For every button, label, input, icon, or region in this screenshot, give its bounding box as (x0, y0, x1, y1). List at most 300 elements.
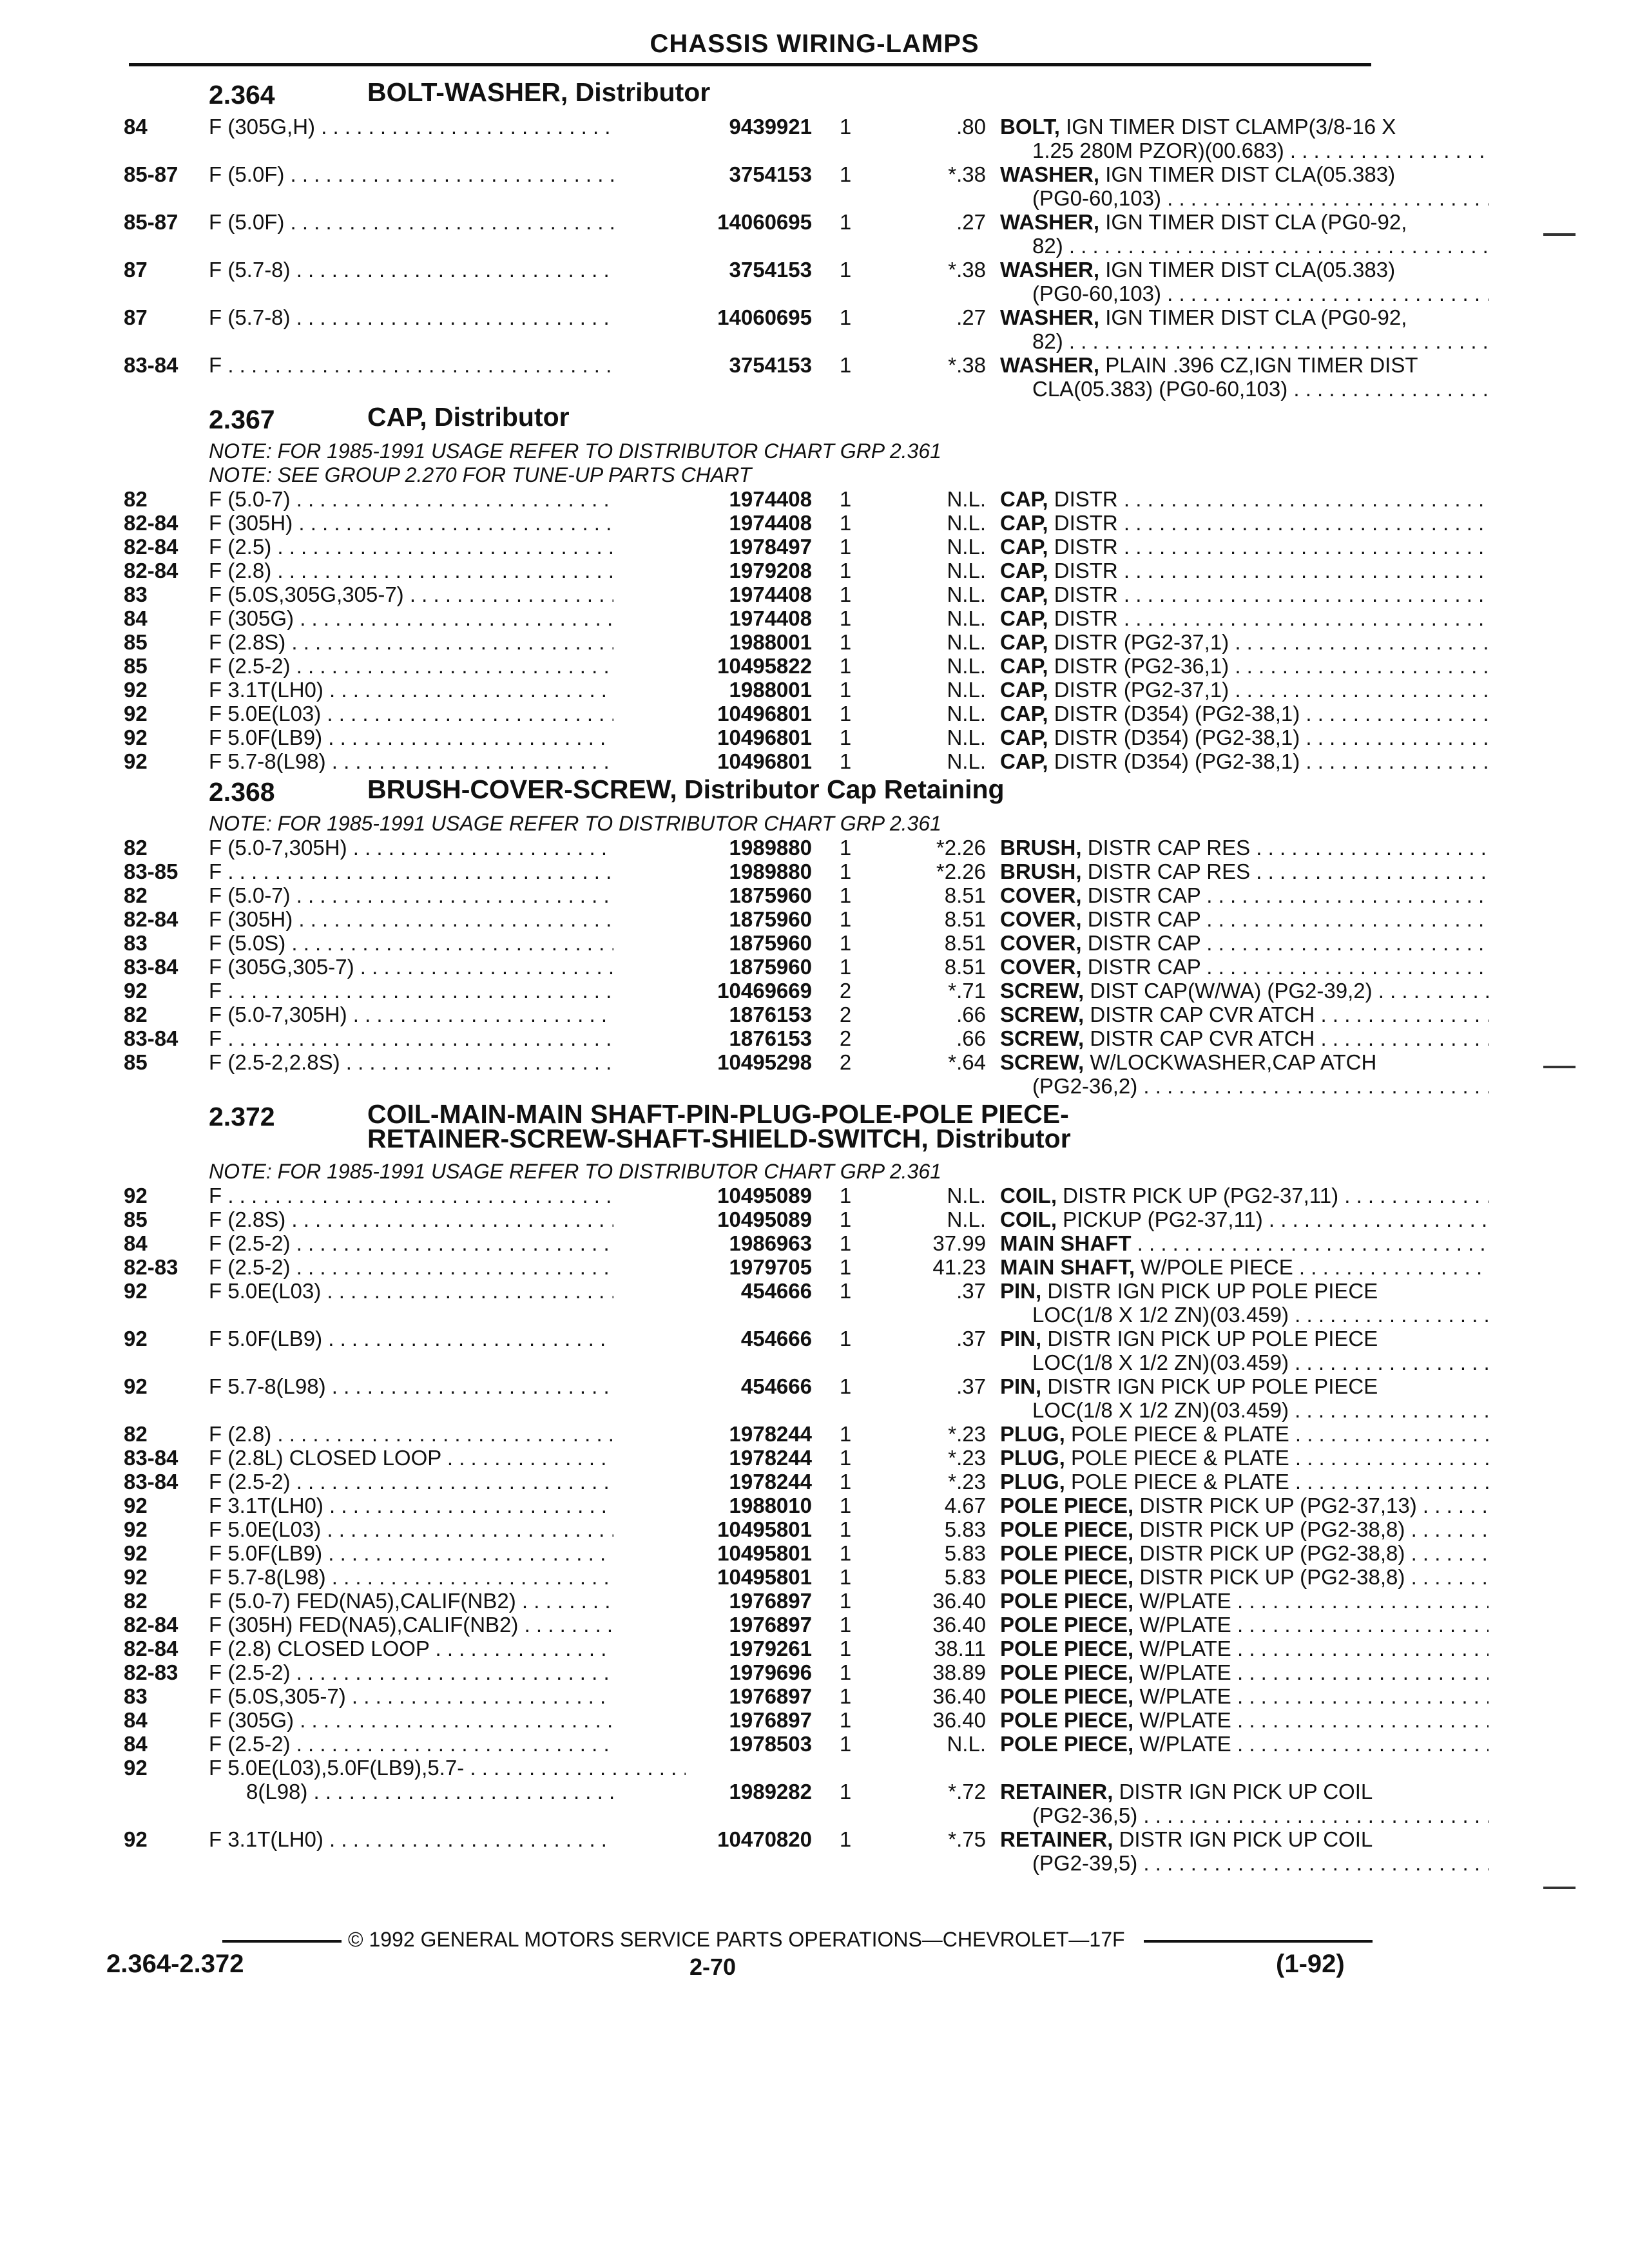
price: .27 (956, 210, 986, 234)
part-detail: DISTR CAP RES (1087, 836, 1251, 860)
quantity: 1 (839, 535, 852, 559)
part-number: 1988001 (613, 630, 812, 654)
part-detail: DISTR (PG2-37,1) (1054, 630, 1229, 654)
part-detail: DISTR (1054, 511, 1118, 535)
part-row (124, 353, 1418, 401)
part-detail: W/PLATE (1139, 1613, 1231, 1637)
section-note: NOTE: FOR 1985-1991 USAGE REFER TO DISTRIBUTOR CHART GRP 2.361 (209, 812, 941, 835)
model-years: 85 (124, 1207, 148, 1231)
quantity: 1 (839, 1827, 852, 1851)
part-description (1000, 1207, 1489, 1231)
part-description (1000, 1660, 1489, 1684)
usage-text: F (2.5-2) (209, 1231, 291, 1255)
part-row (124, 836, 1374, 860)
model-years: 92 (124, 979, 148, 1003)
quantity: 1 (839, 1565, 852, 1589)
section-title-line: RETAINER-SCREW-SHAFT-SHIELD-SWITCH, Distributor (367, 1124, 1071, 1153)
part-number: 1979261 (613, 1637, 812, 1660)
price: .37 (956, 1279, 986, 1303)
part-detail: LOC(1/8 X 1/2 ZN)(03.459) (1032, 1303, 1289, 1327)
usage-text: F (305H) (209, 907, 293, 931)
model-years: 83 (124, 582, 148, 606)
part-detail: DISTR CAP (1087, 907, 1201, 931)
part-detail: DISTR (1054, 582, 1118, 606)
part-name: POLE PIECE, (1000, 1541, 1134, 1565)
part-number: 454666 (613, 1279, 812, 1303)
price: 37.99 (932, 1231, 986, 1255)
part-name: WASHER, (1000, 258, 1100, 282)
part-name: PLUG, (1000, 1470, 1065, 1494)
part-row (124, 1684, 1374, 1708)
part-description (1000, 115, 1489, 139)
quantity: 1 (839, 210, 852, 234)
part-name: COVER, (1000, 883, 1082, 907)
part-number: 1989880 (613, 836, 812, 860)
part-detail: CLA(05.383) (PG0-60,103) (1032, 377, 1288, 401)
part-description (1000, 1279, 1489, 1303)
usage-text: F (209, 979, 222, 1003)
part-detail: 82) (1032, 329, 1063, 353)
model-years: 82 (124, 487, 148, 511)
part-row (124, 1613, 1374, 1637)
model-years: 84 (124, 115, 148, 139)
model-years: 92 (124, 1565, 148, 1589)
model-years: 92 (124, 1827, 148, 1851)
part-description (1000, 1026, 1489, 1050)
model-years: 82-84 (124, 1637, 178, 1660)
model-years: 82 (124, 1422, 148, 1446)
part-description (1000, 1327, 1489, 1350)
part-detail: (PG0-60,103) (1032, 186, 1161, 210)
part-detail: POLE PIECE & PLATE (1071, 1446, 1289, 1470)
part-row (124, 535, 1374, 559)
part-description (1000, 1732, 1489, 1756)
price: N.L. (947, 1732, 986, 1756)
part-detail: DISTR (1054, 606, 1118, 630)
quantity: 1 (839, 511, 852, 535)
part-detail: PLAIN .396 CZ,IGN TIMER DIST (1105, 353, 1418, 377)
price: 8.51 (944, 907, 986, 931)
part-description (1000, 305, 1489, 329)
part-description (1000, 582, 1489, 606)
part-number: 1876153 (613, 1026, 812, 1050)
part-detail: DISTR CAP (1087, 931, 1201, 955)
parts-list (124, 76, 1418, 1875)
quantity: 1 (839, 1732, 852, 1756)
part-number: 10470820 (613, 1827, 812, 1851)
part-name: WASHER, (1000, 305, 1100, 329)
quantity: 1 (839, 1374, 852, 1398)
part-description (1000, 1827, 1489, 1851)
part-number: 14060695 (613, 210, 812, 234)
part-detail: DISTR PICK UP (PG2-37,11) (1063, 1184, 1339, 1207)
part-number: 10495089 (613, 1184, 812, 1207)
usage-text: F 5.0F(LB9) (209, 1327, 323, 1350)
margin-mark (1543, 233, 1576, 236)
part-row (124, 1026, 1374, 1050)
part-detail: W/PLATE (1139, 1589, 1231, 1613)
part-row (124, 1184, 1374, 1207)
part-name: WASHER, (1000, 210, 1100, 234)
part-name: WASHER, (1000, 353, 1100, 377)
usage-text: F (5.0-7) FED(NA5),CALIF(NB2) (209, 1589, 516, 1613)
model-years: 82-84 (124, 559, 178, 582)
part-detail: LOC(1/8 X 1/2 ZN)(03.459) (1032, 1350, 1289, 1374)
part-description (1000, 1517, 1489, 1541)
part-number: 1974408 (613, 511, 812, 535)
part-number: 1988001 (613, 678, 812, 702)
part-description-continued (1032, 1803, 1489, 1827)
quantity: 1 (839, 836, 852, 860)
model-years: 83-84 (124, 955, 178, 979)
price: 41.23 (932, 1255, 986, 1279)
part-row (124, 883, 1374, 907)
model-years: 92 (124, 1327, 148, 1350)
part-description-continued (1032, 139, 1489, 162)
part-description-continued (1032, 186, 1489, 210)
part-row (124, 860, 1374, 883)
part-detail: W/PLATE (1139, 1660, 1231, 1684)
margin-mark (1543, 1066, 1576, 1068)
part-name: BOLT, (1000, 115, 1060, 139)
model-years: 82-84 (124, 535, 178, 559)
part-name: COVER, (1000, 907, 1082, 931)
part-number: 10496801 (613, 749, 812, 773)
usage-text: F (5.0F) (209, 210, 285, 234)
quantity: 1 (839, 907, 852, 931)
part-number: 1976897 (613, 1613, 812, 1637)
model-years: 92 (124, 1184, 148, 1207)
quantity: 1 (839, 258, 852, 282)
price: .27 (956, 305, 986, 329)
usage-text: F (5.0S,305G,305-7) (209, 582, 404, 606)
quantity: 2 (839, 1050, 852, 1074)
part-name: CAP, (1000, 487, 1048, 511)
model-years: 82-83 (124, 1660, 178, 1684)
price: N.L. (947, 559, 986, 582)
part-description (1000, 1470, 1489, 1494)
usage-text: F (2.8L) CLOSED LOOP (209, 1446, 441, 1470)
usage-text: F (305G,H) (209, 115, 316, 139)
section-title (367, 774, 1005, 804)
model-years: 85-87 (124, 210, 178, 234)
part-number: 10496801 (613, 702, 812, 726)
price: 8.51 (944, 883, 986, 907)
usage-text: F (305G) (209, 606, 294, 630)
part-description (1000, 1613, 1489, 1637)
price: .66 (956, 1026, 986, 1050)
part-number: 10469669 (613, 979, 812, 1003)
footer-rule (1144, 1940, 1373, 1943)
usage-text: 8(L98) (246, 1780, 308, 1803)
part-description-continued (1032, 234, 1489, 258)
model-years: 92 (124, 702, 148, 726)
part-row (124, 115, 1396, 162)
price: N.L. (947, 1184, 986, 1207)
usage-text: F (209, 1026, 222, 1050)
price: 38.89 (932, 1660, 986, 1684)
part-row (124, 511, 1374, 535)
part-detail: IGN TIMER DIST CLA(05.383) (1105, 162, 1396, 186)
part-row (124, 702, 1374, 726)
part-detail: IGN TIMER DIST CLA(05.383) (1105, 258, 1396, 282)
price: *.72 (948, 1780, 986, 1803)
usage-text: F 3.1T(LH0) (209, 678, 323, 702)
footer-revision-date: (1-92) (1276, 1950, 1345, 1978)
price: .37 (956, 1327, 986, 1350)
quantity: 1 (839, 1422, 852, 1446)
price: *.38 (948, 353, 986, 377)
part-name: SCREW, (1000, 979, 1084, 1003)
quantity: 1 (839, 1541, 852, 1565)
quantity: 1 (839, 1279, 852, 1303)
quantity: 1 (839, 1708, 852, 1732)
margin-mark (1543, 1887, 1576, 1889)
part-number: 1875960 (613, 907, 812, 931)
quantity: 1 (839, 630, 852, 654)
part-number: 1976897 (613, 1684, 812, 1708)
part-number: 14060695 (613, 305, 812, 329)
quantity: 1 (839, 1637, 852, 1660)
part-number: 1876153 (613, 1003, 812, 1026)
part-name: POLE PIECE, (1000, 1732, 1134, 1756)
price: N.L. (947, 630, 986, 654)
model-years: 92 (124, 749, 148, 773)
part-description (1000, 1565, 1489, 1589)
price: *.38 (948, 162, 986, 186)
quantity: 1 (839, 931, 852, 955)
price: N.L. (947, 678, 986, 702)
model-years: 82 (124, 836, 148, 860)
part-row (124, 654, 1374, 678)
part-description (1000, 559, 1489, 582)
part-description (1000, 1708, 1489, 1732)
price: N.L. (947, 487, 986, 511)
price: 5.83 (944, 1541, 986, 1565)
model-years: 84 (124, 1732, 148, 1756)
part-number: 1976897 (613, 1589, 812, 1613)
part-detail: IGN TIMER DIST CLA (PG0-92, (1105, 305, 1407, 329)
part-description-continued (1032, 282, 1489, 305)
part-row (124, 582, 1374, 606)
quantity: 1 (839, 883, 852, 907)
usage-text: F (5.0-7,305H) (209, 836, 347, 860)
usage-text: F (2.8S) (209, 1207, 286, 1231)
model-years: 82-84 (124, 1613, 178, 1637)
part-detail: DISTR CAP CVR ATCH (1090, 1003, 1315, 1026)
part-row (124, 162, 1396, 210)
section-number: 2.368 (209, 777, 275, 807)
part-number: 1978503 (613, 1732, 812, 1756)
part-description (1000, 1637, 1489, 1660)
part-detail: DISTR CAP RES (1087, 860, 1251, 883)
part-detail: DISTR IGN PICK UP COIL (1119, 1827, 1373, 1851)
part-number: 10495801 (613, 1541, 812, 1565)
quantity: 1 (839, 1446, 852, 1470)
part-description (1000, 535, 1489, 559)
part-description (1000, 1422, 1489, 1446)
part-name: PIN, (1000, 1374, 1042, 1398)
quantity: 1 (839, 1589, 852, 1613)
part-description (1000, 1494, 1489, 1517)
part-row (124, 931, 1374, 955)
part-description (1000, 907, 1489, 931)
part-name: CAP, (1000, 606, 1048, 630)
part-name: CAP, (1000, 726, 1048, 749)
quantity: 1 (839, 1470, 852, 1494)
part-name: PIN, (1000, 1279, 1042, 1303)
part-name: POLE PIECE, (1000, 1684, 1134, 1708)
part-row (124, 749, 1374, 773)
part-name: COVER, (1000, 931, 1082, 955)
part-detail: DIST CAP(W/WA) (PG2-39,2) (1090, 979, 1373, 1003)
usage-text: F (5.0F) (209, 162, 285, 186)
quantity: 1 (839, 860, 852, 883)
part-name: CAP, (1000, 582, 1048, 606)
part-row (124, 258, 1396, 305)
part-description (1000, 1003, 1489, 1026)
model-years: 85 (124, 654, 148, 678)
part-number: 3754153 (613, 258, 812, 282)
part-description (1000, 749, 1489, 773)
usage-text: F (5.0-7) (209, 883, 291, 907)
part-description (1000, 630, 1489, 654)
usage-text: F (305H) (209, 511, 293, 535)
part-description-continued (1032, 1074, 1489, 1098)
part-description-continued (1032, 1851, 1489, 1875)
usage-text: F (2.5-2,2.8S) (209, 1050, 340, 1074)
part-description (1000, 353, 1489, 377)
model-years: 87 (124, 305, 148, 329)
part-name: CAP, (1000, 511, 1048, 535)
part-description-continued (1032, 329, 1489, 353)
price: N.L. (947, 749, 986, 773)
usage-text: F 5.7-8(L98) (209, 1374, 326, 1398)
footer-page-number: 2-70 (689, 1954, 737, 1980)
usage-text: F (5.0S) (209, 931, 286, 955)
part-name: POLE PIECE, (1000, 1589, 1134, 1613)
usage-cell (209, 1756, 686, 1780)
usage-text: F (2.8) CLOSED LOOP (209, 1637, 430, 1660)
header-rule (129, 63, 1371, 66)
price: .37 (956, 1374, 986, 1398)
model-years: 84 (124, 606, 148, 630)
part-detail: DISTR (1054, 487, 1118, 511)
usage-text: F 5.7-8(L98) (209, 1565, 326, 1589)
usage-text: F 5.0E(L03) (209, 1517, 322, 1541)
part-name: MAIN SHAFT, (1000, 1255, 1135, 1279)
part-detail: DISTR (PG2-37,1) (1054, 678, 1229, 702)
price: *2.26 (936, 836, 986, 860)
usage-text: F (2.5-2) (209, 654, 291, 678)
model-years: 82-83 (124, 1255, 178, 1279)
part-name: RETAINER, (1000, 1827, 1113, 1851)
part-detail: W/PLATE (1139, 1637, 1231, 1660)
part-description (1000, 1541, 1489, 1565)
price: *2.26 (936, 860, 986, 883)
part-number: 1875960 (613, 883, 812, 907)
part-detail: LOC(1/8 X 1/2 ZN)(03.459) (1032, 1398, 1289, 1422)
quantity: 1 (839, 1184, 852, 1207)
section-title-line: BOLT-WASHER, Distributor (367, 77, 711, 107)
model-years: 82 (124, 883, 148, 907)
model-years: 92 (124, 1494, 148, 1517)
part-description (1000, 1589, 1489, 1613)
part-detail: IGN TIMER DIST CLA (PG0-92, (1105, 210, 1407, 234)
part-row (124, 1541, 1405, 1565)
section-number: 2.364 (209, 80, 275, 110)
part-detail: DISTR (PG2-36,1) (1054, 654, 1229, 678)
part-name: COIL, (1000, 1184, 1057, 1207)
part-detail: DISTR IGN PICK UP COIL (1119, 1780, 1373, 1803)
part-row (124, 678, 1374, 702)
part-detail: DISTR IGN PICK UP POLE PIECE (1047, 1374, 1378, 1398)
model-years: 83-84 (124, 1446, 178, 1470)
part-detail: IGN TIMER DIST CLAMP(3/8-16 X (1066, 115, 1396, 139)
part-number: 10495298 (613, 1050, 812, 1074)
part-detail: DISTR CAP (1087, 883, 1201, 907)
part-number: 10495822 (613, 654, 812, 678)
part-row (124, 1231, 1374, 1255)
part-name: CAP, (1000, 678, 1048, 702)
usage-text: F 5.0F(LB9) (209, 1541, 323, 1565)
price: .66 (956, 1003, 986, 1026)
part-detail: PICKUP (PG2-37,11) (1063, 1207, 1263, 1231)
quantity: 1 (839, 1231, 852, 1255)
model-years: 92 (124, 1541, 148, 1565)
quantity: 2 (839, 1003, 852, 1026)
usage-text: F (2.5-2) (209, 1732, 291, 1756)
part-description-continued (1032, 1350, 1489, 1374)
part-detail: W/PLATE (1139, 1684, 1231, 1708)
part-row (124, 1827, 1374, 1875)
part-number: 1986963 (613, 1231, 812, 1255)
part-number: 1989880 (613, 860, 812, 883)
part-name: PLUG, (1000, 1446, 1065, 1470)
part-name: POLE PIECE, (1000, 1613, 1134, 1637)
part-description (1000, 210, 1489, 234)
price: 36.40 (932, 1613, 986, 1637)
part-row (124, 726, 1374, 749)
part-description (1000, 1374, 1489, 1398)
part-description (1000, 860, 1489, 883)
model-years: 83-84 (124, 353, 178, 377)
price: .80 (956, 115, 986, 139)
part-row (124, 1446, 1374, 1470)
part-description (1000, 931, 1489, 955)
price: 5.83 (944, 1517, 986, 1541)
part-description (1000, 883, 1489, 907)
part-number: 1974408 (613, 487, 812, 511)
part-name: PLUG, (1000, 1422, 1065, 1446)
quantity: 1 (839, 1327, 852, 1350)
model-years: 85 (124, 1050, 148, 1074)
quantity: 1 (839, 582, 852, 606)
part-description (1000, 606, 1489, 630)
quantity: 1 (839, 726, 852, 749)
part-row (124, 487, 1374, 511)
part-name: SCREW, (1000, 1003, 1084, 1026)
section-note: NOTE: FOR 1985-1991 USAGE REFER TO DISTRIBUTOR CHART GRP 2.361 (209, 439, 941, 463)
usage-text: F 5.0E(L03),5.0F(LB9),5.7- (209, 1756, 465, 1780)
part-row (124, 1565, 1405, 1589)
part-row (124, 1327, 1378, 1374)
part-row (124, 955, 1374, 979)
part-row (124, 630, 1374, 654)
quantity: 2 (839, 979, 852, 1003)
quantity: 1 (839, 702, 852, 726)
part-description (1000, 654, 1489, 678)
